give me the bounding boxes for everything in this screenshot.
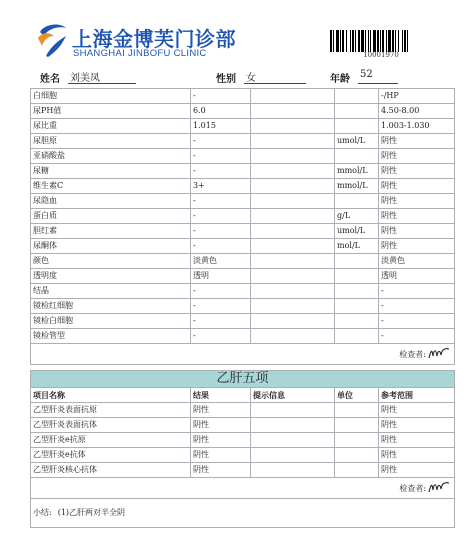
cell-unit: mmol/L <box>335 164 379 179</box>
cell-ref: 阴性 <box>379 448 455 463</box>
cell-hint <box>251 194 335 209</box>
cell-hint <box>251 269 335 284</box>
urine-row <box>31 284 455 299</box>
urine-row <box>31 134 455 149</box>
cell-unit: mmol/L <box>335 179 379 194</box>
cell-item: 亚硝酸盐 <box>31 149 191 164</box>
cell-ref: 阴性 <box>379 403 455 418</box>
cell-ref: 阴性 <box>379 239 455 254</box>
barcode-bars <box>330 30 432 52</box>
cell-hint <box>251 149 335 164</box>
cell-result: - <box>191 134 251 149</box>
cell-hint <box>251 224 335 239</box>
hepatitis-row <box>31 448 455 463</box>
cell-result: 阴性 <box>191 403 251 418</box>
hepatitis-row <box>31 433 455 448</box>
cell-unit: umol/L <box>335 224 379 239</box>
cell-unit <box>335 314 379 329</box>
cell-ref: - <box>379 284 455 299</box>
col-header-hint: 提示信息 <box>251 388 335 403</box>
cell-item: 尿PH值 <box>31 104 191 119</box>
cell-ref: -/HP <box>379 89 455 104</box>
checker-signature-icon <box>428 480 450 494</box>
name-label: 姓名 <box>40 74 60 85</box>
cell-item: 蛋白质 <box>31 209 191 224</box>
hepatitis-title-row <box>31 371 455 388</box>
cell-result: - <box>191 194 251 209</box>
patient-name: 刘美凤 <box>68 69 136 84</box>
urine-row <box>31 89 455 104</box>
cell-hint <box>251 299 335 314</box>
cell-ref: 4.50-8.00 <box>379 104 455 119</box>
urine-row <box>31 314 455 329</box>
clinic-logo-mark-icon <box>36 22 70 58</box>
cell-ref: 阴性 <box>379 149 455 164</box>
urine-row <box>31 179 455 194</box>
cell-item: 乙型肝炎表面抗体 <box>31 418 191 433</box>
patient-age: 52 <box>358 69 398 84</box>
cell-hint <box>251 403 335 418</box>
col-header-unit: 单位 <box>335 388 379 403</box>
hepatitis-row <box>31 403 455 418</box>
barcode-bar <box>408 30 410 52</box>
checker-label: 检查者: <box>399 350 426 359</box>
cell-result: 3+ <box>191 179 251 194</box>
checker-label: 检查者: <box>399 484 427 493</box>
summary-label: 小结: <box>33 508 52 517</box>
cell-hint <box>251 314 335 329</box>
urine-results-table <box>30 88 455 365</box>
hepatitis-checker-row <box>31 478 455 499</box>
cell-result: 阴性 <box>191 448 251 463</box>
cell-unit <box>335 448 379 463</box>
cell-unit <box>335 104 379 119</box>
urine-row <box>31 194 455 209</box>
summary-row <box>31 499 455 528</box>
urine-row <box>31 104 455 119</box>
cell-item: 镜检白细胞 <box>31 314 191 329</box>
gender-label: 性别 <box>216 74 236 85</box>
urine-row <box>31 254 455 269</box>
cell-result: 1.015 <box>191 119 251 134</box>
cell-hint <box>251 284 335 299</box>
cell-ref: 阴性 <box>379 418 455 433</box>
hepatitis-column-headers <box>31 388 455 403</box>
cell-hint <box>251 254 335 269</box>
patient-info <box>0 66 475 86</box>
cell-ref: 淡黄色 <box>379 254 455 269</box>
col-header-ref: 参考范围 <box>379 388 455 403</box>
cell-unit <box>335 89 379 104</box>
cell-item: 镜检红细胞 <box>31 299 191 314</box>
cell-item: 尿胆原 <box>31 134 191 149</box>
cell-unit <box>335 254 379 269</box>
cell-result: - <box>191 329 251 344</box>
patient-gender: 女 <box>244 69 306 84</box>
cell-item: 尿糖 <box>31 164 191 179</box>
cell-hint <box>251 239 335 254</box>
cell-ref: 阴性 <box>379 179 455 194</box>
cell-unit: umol/L <box>335 134 379 149</box>
cell-item: 乙型肝炎表面抗原 <box>31 403 191 418</box>
cell-ref: - <box>379 329 455 344</box>
cell-item: 透明度 <box>31 269 191 284</box>
age-label: 年龄 <box>330 74 350 85</box>
urine-row <box>31 209 455 224</box>
cell-hint <box>251 209 335 224</box>
cell-result: - <box>191 149 251 164</box>
cell-result: 阴性 <box>191 433 251 448</box>
cell-unit <box>335 149 379 164</box>
cell-result: 阴性 <box>191 463 251 478</box>
cell-unit <box>335 463 379 478</box>
col-header-result: 结果 <box>191 388 251 403</box>
cell-unit <box>335 403 379 418</box>
urine-row <box>31 239 455 254</box>
cell-ref: - <box>379 299 455 314</box>
cell-item: 白细胞 <box>31 89 191 104</box>
cell-hint <box>251 134 335 149</box>
cell-hint <box>251 418 335 433</box>
cell-item: 乙型肝炎e抗原 <box>31 433 191 448</box>
cell-hint <box>251 164 335 179</box>
cell-unit <box>335 329 379 344</box>
cell-item: 尿比重 <box>31 119 191 134</box>
cell-unit <box>335 269 379 284</box>
cell-unit <box>335 284 379 299</box>
cell-ref: 透明 <box>379 269 455 284</box>
cell-result: 阴性 <box>191 418 251 433</box>
cell-result: - <box>191 224 251 239</box>
barcode-number: 10001970 <box>363 51 399 59</box>
cell-item: 颜色 <box>31 254 191 269</box>
cell-result: - <box>191 209 251 224</box>
cell-ref: 阴性 <box>379 433 455 448</box>
cell-hint <box>251 448 335 463</box>
cell-ref: 阴性 <box>379 164 455 179</box>
clinic-name-cn: 上海金博芙门诊部 <box>72 27 236 51</box>
cell-ref: 阴性 <box>379 134 455 149</box>
cell-result: - <box>191 284 251 299</box>
cell-unit <box>335 194 379 209</box>
cell-result: - <box>191 89 251 104</box>
cell-result: - <box>191 239 251 254</box>
urine-row <box>31 149 455 164</box>
urine-row <box>31 299 455 314</box>
col-header-item: 项目名称 <box>31 388 191 403</box>
urine-row <box>31 164 455 179</box>
checker-signature-icon <box>428 346 450 360</box>
urine-row <box>31 329 455 344</box>
cell-ref: 阴性 <box>379 463 455 478</box>
cell-item: 维生素C <box>31 179 191 194</box>
cell-unit <box>335 418 379 433</box>
cell-result: - <box>191 164 251 179</box>
cell-item: 尿酮体 <box>31 239 191 254</box>
urine-row <box>31 224 455 239</box>
summary-text: (1)乙肝两对半全阴 <box>57 508 126 517</box>
urine-checker-row <box>31 344 455 365</box>
cell-result: 淡黄色 <box>191 254 251 269</box>
cell-unit <box>335 299 379 314</box>
cell-ref: 阴性 <box>379 224 455 239</box>
cell-unit: g/L <box>335 209 379 224</box>
cell-hint <box>251 104 335 119</box>
urine-row <box>31 269 455 284</box>
cell-ref: 阴性 <box>379 209 455 224</box>
cell-result: 6.0 <box>191 104 251 119</box>
hepatitis-row <box>31 418 455 433</box>
cell-hint <box>251 89 335 104</box>
cell-ref: - <box>379 314 455 329</box>
cell-hint <box>251 433 335 448</box>
clinic-logo <box>36 22 236 62</box>
cell-item: 镜检管型 <box>31 329 191 344</box>
cell-ref: 阴性 <box>379 194 455 209</box>
urine-row <box>31 119 455 134</box>
cell-ref: 1.003-1.030 <box>379 119 455 134</box>
clinic-name-en: SHANGHAI JINBOFU CLINIC <box>73 48 207 59</box>
cell-result: - <box>191 299 251 314</box>
cell-item: 结晶 <box>31 284 191 299</box>
hepatitis-row <box>31 463 455 478</box>
cell-hint <box>251 329 335 344</box>
cell-hint <box>251 463 335 478</box>
cell-hint <box>251 179 335 194</box>
hepatitis-title: 乙肝五项 <box>31 371 455 388</box>
cell-item: 尿隐血 <box>31 194 191 209</box>
cell-result: 透明 <box>191 269 251 284</box>
cell-item: 乙型肝炎e抗体 <box>31 448 191 463</box>
hepatitis-table <box>30 370 455 528</box>
cell-item: 乙型肝炎核心抗体 <box>31 463 191 478</box>
cell-item: 胆红素 <box>31 224 191 239</box>
cell-result: - <box>191 314 251 329</box>
cell-unit <box>335 119 379 134</box>
cell-hint <box>251 119 335 134</box>
cell-unit: mol/L <box>335 239 379 254</box>
cell-unit <box>335 433 379 448</box>
barcode <box>330 30 432 64</box>
